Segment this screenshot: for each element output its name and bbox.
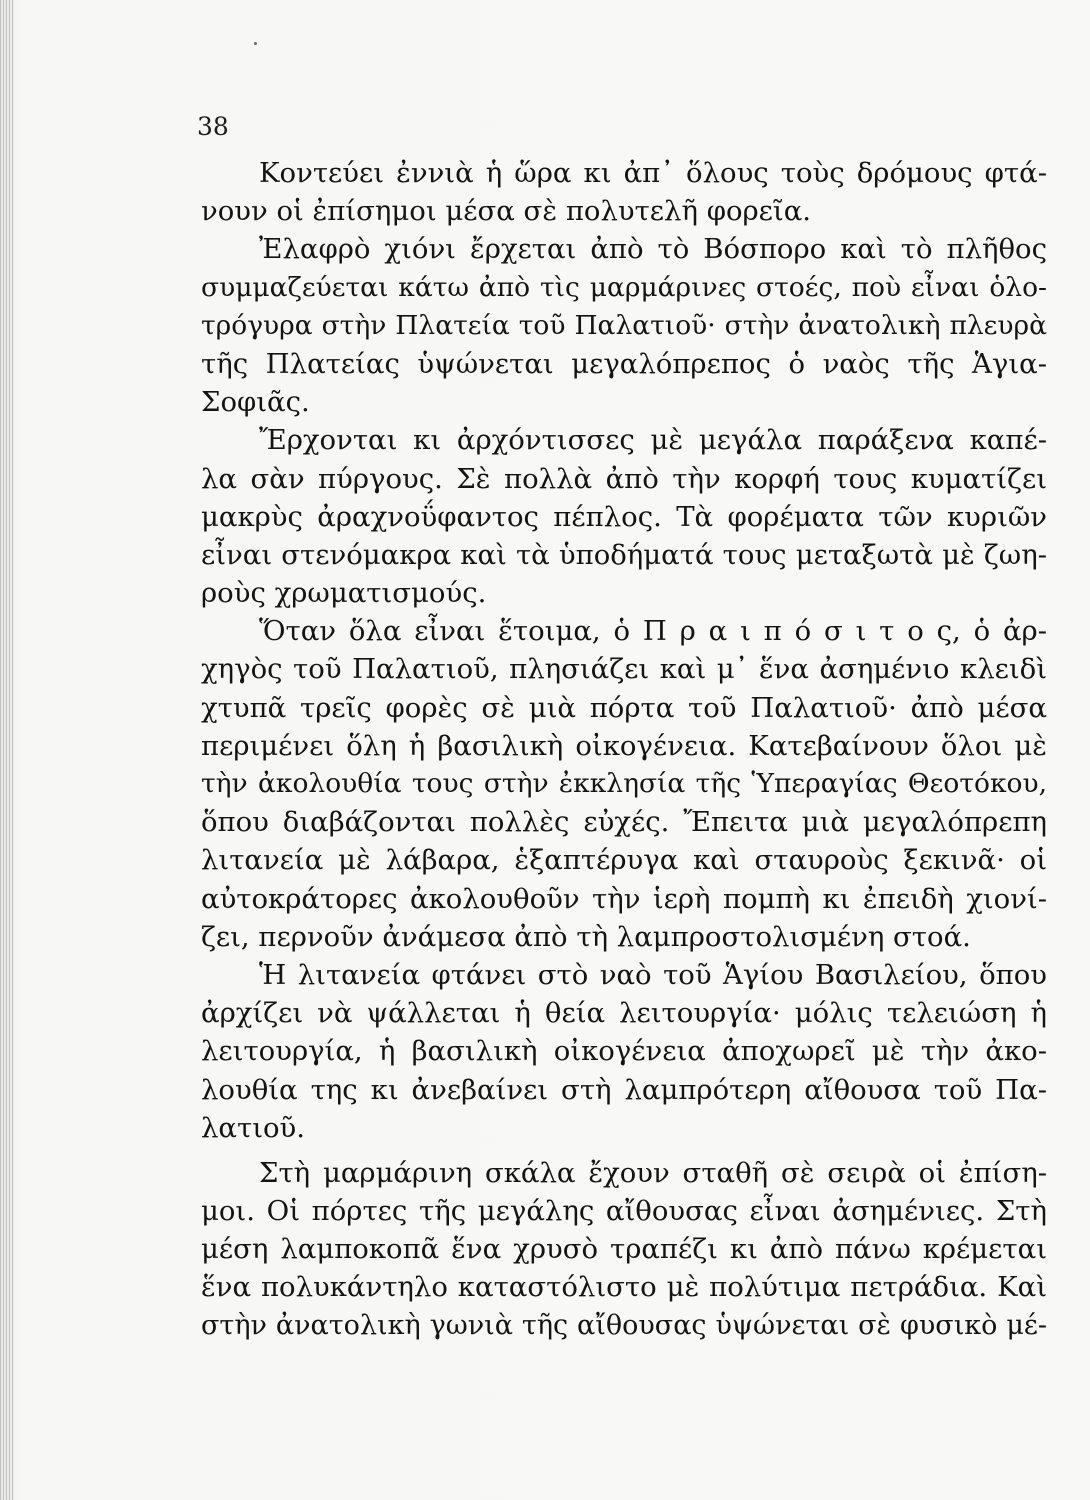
text-line: ὅπου διαβάζονται πολλὲς εὐχές. Ἔπειτα μιὰ μεγαλόπρεπη — [201, 806, 1047, 839]
text-line: αὐτοκράτορες ἀκολουθοῦν τὴν ἱερὴ πομπὴ κι ἐπειδὴ χιονί- — [201, 882, 1047, 915]
text-line: μέση λαμποκοπᾶ ἕνα χρυσὸ τραπέζι κι ἀπὸ πάνω κρέμεται — [201, 1233, 1047, 1266]
text-line: λατιοῦ. — [201, 1111, 306, 1144]
text-line: τρόγυρα στὴν Πλατεία τοῦ Παλατιοῦ· στὴν ἀνατολικὴ πλευρὰ — [201, 309, 1047, 341]
text-line: ἕνα πολυκάντηλο καταστόλιστο μὲ πολύτιμα πετράδια. Καὶ — [201, 1271, 1047, 1304]
text-line: Ἔρχονται κι ἀρχόντισσες μὲ μεγάλα παράξενα καπέ- — [259, 424, 1047, 457]
scan-speck — [254, 42, 257, 45]
text-line: στὴν ἀνατολικὴ γωνιὰ τῆς αἴθουσας ὑψώνεται σὲ φυσικὸ μέ- — [201, 1309, 1047, 1341]
text-line: Κοντεύει ἐννιὰ ἡ ὥρα κι ἀπ᾽ ὅλους τοὺς δρόμους φτά- — [259, 157, 1047, 189]
text-line: Σοφιᾶς. — [201, 386, 310, 419]
text-line: συμμαζεύεται κάτω ἀπὸ τὶς μαρμάρινες στοές, ποὺ εἶναι ὁλο- — [201, 271, 1047, 303]
text-line: λιτανεία μὲ λάβαρα, ἑξαπτέρυγα καὶ σταυροὺς ξεκινᾶ· οἱ — [201, 844, 1047, 877]
text-line: νουν οἱ ἐπίσημοι μέσα σὲ πολυτελῆ φορεῖα. — [201, 195, 812, 228]
text-line: Ἡ λιτανεία φτάνει στὸ ναὸ τοῦ Ἁγίου Βασιλείου, ὅπου — [259, 958, 1047, 991]
text-line: λα σὰν πύργους. Σὲ πολλὰ ἀπὸ τὴν κορφή τους κυματίζει — [201, 462, 1047, 495]
page-edge-shadow — [0, 0, 14, 1500]
text-line: χηγὸς τοῦ Παλατιοῦ, πλησιάζει καὶ μ᾽ ἕνα ἀσημένιο κλειδὶ — [201, 653, 1047, 686]
page-number: 38 — [197, 112, 229, 141]
text-line: ζει, περνοῦν ἀνάμεσα ἀπὸ τὴ λαμπροστολισμένη στοά. — [201, 920, 971, 953]
body-text — [201, 154, 1047, 1345]
text-line: εἶναι στενόμακρα καὶ τὰ ὑποδήματά τους μεταξωτὰ μὲ ζωη- — [201, 538, 1047, 571]
text-line: μοι. Οἱ πόρτες τῆς μεγάλης αἴθουσας εἶναι ἀσημένιες. Στὴ — [201, 1195, 1047, 1228]
text-line: χτυπᾶ τρεῖς φορὲς σὲ μιὰ πόρτα τοῦ Παλατιοῦ· ἀπὸ μέσα — [201, 691, 1047, 724]
text-line: μακρὺς ἀραχνοΰφαντος πέπλος. Τὰ φορέματα τῶν κυριῶν — [201, 500, 1047, 533]
text-line: λειτουργία, ἡ βασιλικὴ οἰκογένεια ἀποχωρεῖ μὲ τὴν ἀκο- — [201, 1035, 1047, 1068]
text-line: ἀρχίζει νὰ ψάλλεται ἡ θεία λειτουργία· μόλις τελειώση ἡ — [201, 997, 1047, 1030]
text-line: Στὴ μαρμάρινη σκάλα ἔχουν σταθῆ σὲ σειρὰ οἱ ἐπίση- — [259, 1156, 1047, 1189]
text-line: περιμένει ὅλη ἡ βασιλικὴ οἰκογένεια. Κατεβαίνουν ὅλοι μὲ — [201, 729, 1047, 762]
text-line: ροὺς χρωματισμούς. — [201, 577, 487, 610]
text-line: λουθία της κι ἀνεβαίνει στὴ λαμπρότερη αἴθουσα τοῦ Πα- — [201, 1073, 1047, 1106]
text-line: τῆς Πλατείας ὑψώνεται μεγαλόπρεπος ὁ ναὸς τῆς Ἁγια- — [201, 347, 1047, 380]
text-line: τὴν ἀκολουθία τους στὴν ἐκκλησία τῆς Ὑπεραγίας Θεοτόκου, — [201, 768, 1047, 799]
text-line: Ὅταν ὅλα εἶναι ἕτοιμα, ὁ Π ρ α ι π ό σ ι τ ο ς, ὁ ἀρ- — [259, 615, 1047, 648]
text-line: Ἐλαφρὸ χιόνι ἔρχεται ἀπὸ τὸ Βόσπορο καὶ τὸ πλῆθος — [259, 233, 1047, 266]
